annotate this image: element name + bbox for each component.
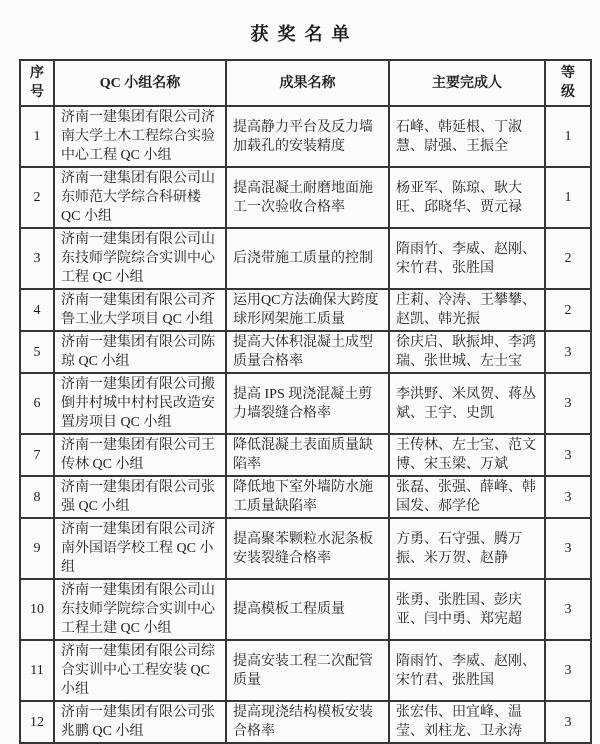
grade-cell: 3 [545,701,591,743]
row-serial-number: 5 [20,331,54,373]
row-serial-number: 2 [20,167,54,228]
achievement-cell: 提高现浇结构模板安装合格率 [226,701,389,743]
qc-group-name-cell: 济南一建集团有限公司山东技师学院综合实训中心工程土建 QC 小组 [54,579,226,640]
row-serial-number: 10 [20,579,54,640]
achievement-cell: 提高混凝土耐磨地面施工一次验收合格率 [226,167,389,228]
table-row [20,579,591,640]
row-serial-number: 8 [20,476,54,518]
table-row [20,167,591,228]
header-achievement-name [226,60,389,106]
header-main-contributors [389,60,545,106]
qc-group-name-cell: 济南一建集团有限公司张强 QC 小组 [54,476,226,518]
contributors-cell: 张磊、张强、薛峰、韩国发、郝学伦 [389,476,545,518]
grade-cell: 3 [545,640,591,701]
qc-group-name-cell: 济南一建集团有限公司齐鲁工业大学项目 QC 小组 [54,289,226,331]
grade-cell: 2 [545,228,591,289]
award-table [19,59,592,744]
row-serial-number: 7 [20,434,54,476]
header-qc-group-name [54,60,226,106]
table-row [20,373,591,434]
qc-group-name-cell: 济南一建集团有限公司济南大学土木工程综合实验中心工程 QC 小组 [54,106,226,167]
qc-group-name-cell: 济南一建集团有限公司陈琼 QC 小组 [54,331,226,373]
achievement-cell: 降低地下室外墙防水施工质量缺陷率 [226,476,389,518]
header-grade [545,60,591,106]
achievement-cell: 提高大体积混凝土成型质量合格率 [226,331,389,373]
header-main-contributors-label: 主要完成人 [432,75,502,91]
table-row [20,701,591,743]
table-row [20,476,591,518]
contributors-cell: 徐庆启、耿振坤、李鸿瑞、张世城、左士宝 [389,331,545,373]
grade-cell: 1 [545,167,591,228]
achievement-cell: 提高安装工程二次配管质量 [226,640,389,701]
header-row [20,60,591,106]
row-serial-number: 9 [20,518,54,579]
achievement-cell: 提高 IPS 现浇混凝土剪力墙裂缝合格率 [226,373,389,434]
qc-group-name-cell: 济南一建集团有限公司济南外国语学校工程 QC 小组 [54,518,226,579]
row-serial-number: 6 [20,373,54,434]
contributors-cell: 张勇、张胜国、彭庆亚、闫中勇、郑宪超 [389,579,545,640]
table-row [20,518,591,579]
qc-group-name-cell: 济南一建集团有限公司山东师范大学综合科研楼 QC 小组 [54,167,226,228]
row-serial-number: 12 [20,701,54,743]
contributors-cell: 张宏伟、田宜峰、温莹、刘柱龙、卫永涛 [389,701,545,743]
contributors-cell: 隋雨竹、李威、赵刚、宋竹君、张胜国 [389,640,545,701]
grade-cell: 3 [545,331,591,373]
achievement-cell: 提高聚苯颗粒水泥条板安装裂缝合格率 [226,518,389,579]
table-row [20,640,591,701]
contributors-cell: 庄莉、冷涛、王攀攀、赵凯、韩光振 [389,289,545,331]
award-table-body [20,106,591,743]
contributors-cell: 李洪野、米凤贺、蒋丛斌、王宇、史凯 [389,373,545,434]
grade-cell: 3 [545,579,591,640]
row-serial-number: 1 [20,106,54,167]
achievement-cell: 降低混凝土表面质量缺陷率 [226,434,389,476]
table-row [20,228,591,289]
header-serial-number-label: 序号 [29,66,44,100]
row-serial-number: 3 [20,228,54,289]
qc-group-name-cell: 济南一建集团有限公司张兆鹏 QC 小组 [54,701,226,743]
achievement-cell: 运用QC方法确保大跨度球形网架施工质量 [226,289,389,331]
contributors-cell: 隋雨竹、李威、赵刚、宋竹君、张胜国 [389,228,545,289]
grade-cell: 3 [545,373,591,434]
contributors-cell: 石峰、韩延根、丁淑慧、尉强、王振全 [389,106,545,167]
qc-group-name-cell: 济南一建集团有限公司山东技师学院综合实训中心工程 QC 小组 [54,228,226,289]
grade-cell: 1 [545,106,591,167]
table-row [20,434,591,476]
table-row [20,331,591,373]
contributors-cell: 王传林、左士宝、范文博、宋玉梁、万斌 [389,434,545,476]
achievement-cell: 提高静力平台及反力墙加载孔的安装精度 [226,106,389,167]
header-qc-group-name-label: QC 小组名称 [99,75,181,91]
row-serial-number: 11 [20,640,54,701]
qc-group-name-cell: 济南一建集团有限公司搬倒井村城中村村民改造安置房项目 QC 小组 [54,373,226,434]
header-achievement-name-label: 成果名称 [279,75,336,91]
achievement-cell: 提高模板工程质量 [226,579,389,640]
row-serial-number: 4 [20,289,54,331]
grade-cell: 3 [545,518,591,579]
table-row [20,106,591,167]
achievement-cell: 后浇带施工质量的控制 [226,228,389,289]
header-grade-label: 等级 [560,66,575,100]
contributors-cell: 方勇、石守强、腾万振、米万贺、赵静 [389,518,545,579]
contributors-cell: 杨亚军、陈琼、耿大旺、邱晓华、贾元禄 [389,167,545,228]
qc-group-name-cell: 济南一建集团有限公司王传林 QC 小组 [54,434,226,476]
grade-cell: 3 [545,476,591,518]
page-title: 获奖名单 [250,24,359,44]
grade-cell: 2 [545,289,591,331]
qc-group-name-cell: 济南一建集团有限公司综合实训中心工程安装 QC 小组 [54,640,226,701]
grade-cell: 3 [545,434,591,476]
table-row [20,289,591,331]
award-table-header [20,60,591,106]
header-serial-number [20,60,54,106]
